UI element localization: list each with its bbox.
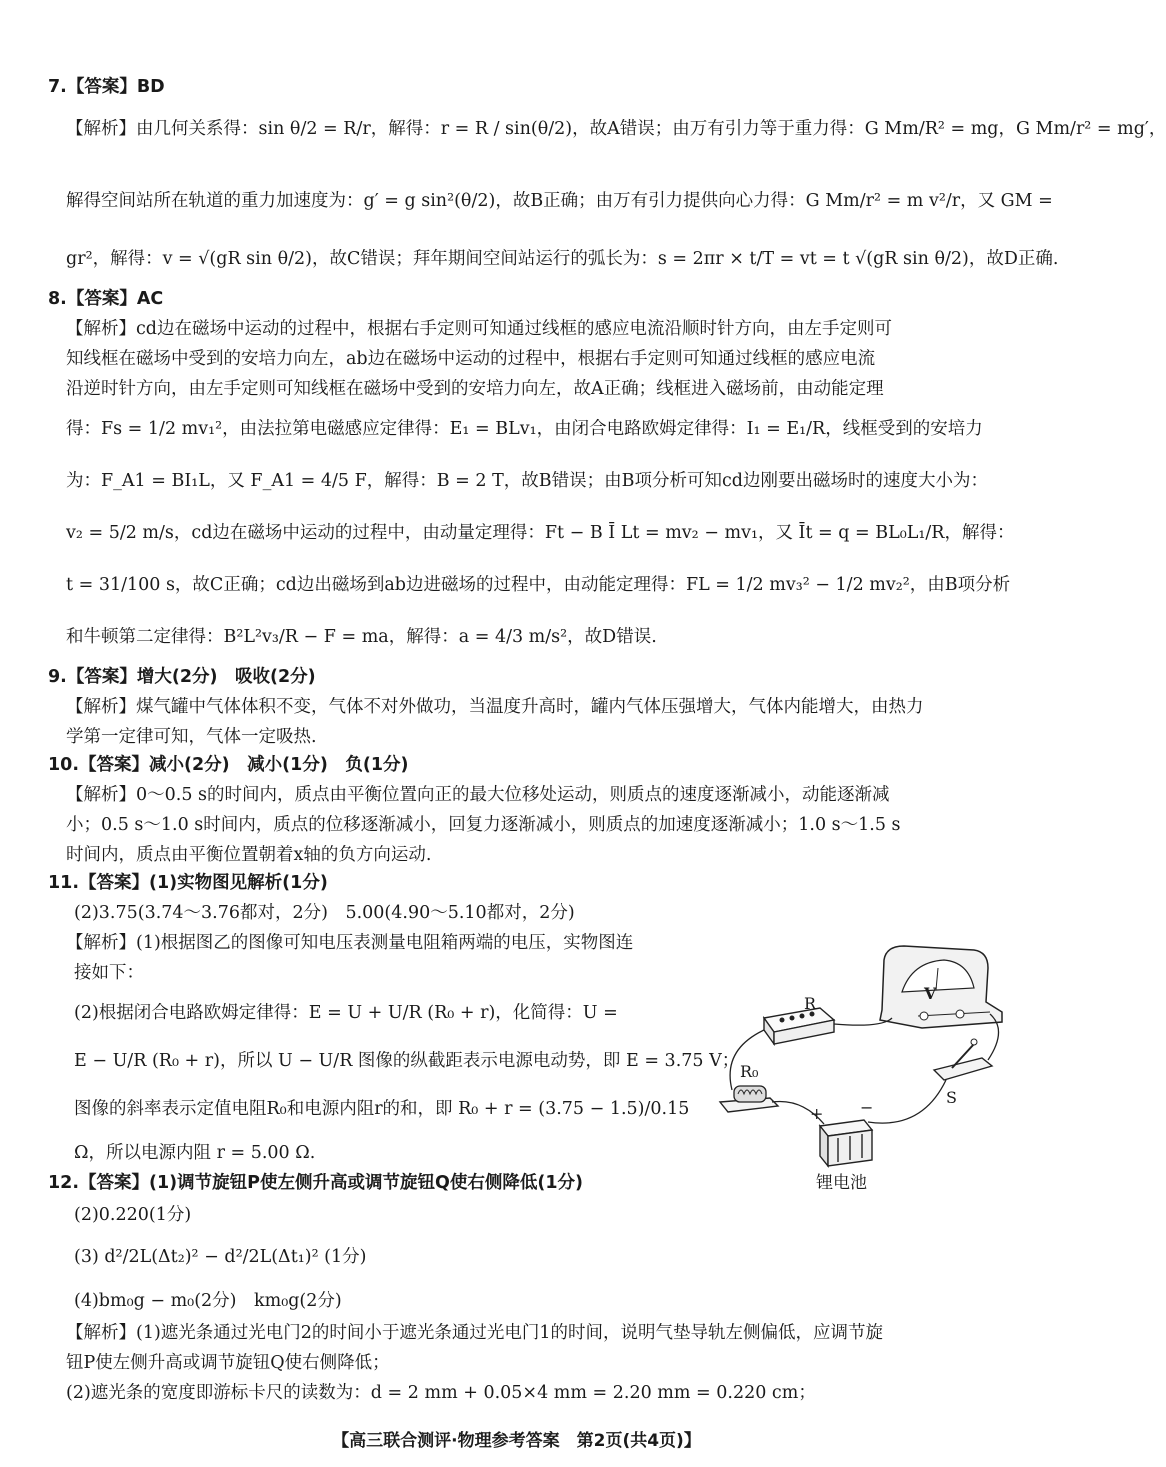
q9-answer: 9.【答案】增大(2分) 吸收(2分) <box>48 667 316 687</box>
q8-analysis-4: 得：Fs = 1/2 mv₁²，由法拉第电磁感应定律得：E₁ = BLv₁，由闭合电路欧姆定律得：I₁ = E₁/R，线框受到的安培力 <box>66 419 983 439</box>
q7-analysis-2: 解得空间站所在轨道的重力加速度为：g′ = g sin²(θ/2)，故B正确；由万有引力提供向心力得：G Mm/r² = m v²/r，又 GM = <box>66 191 1053 211</box>
q12-analysis-2: 钮P使左侧升高或调节旋钮Q使右侧降低； <box>66 1353 390 1373</box>
q12-answer-2: (2)0.220(1分) <box>74 1205 192 1225</box>
q9-analysis-2: 学第一定律可知，气体一定吸热. <box>66 727 317 747</box>
q12-analysis-1: 【解析】(1)遮光条通过光电门2的时间小于遮光条通过光电门1的时间，说明气垫导轨左侧偏低，应调节旋 <box>66 1323 884 1343</box>
q8-analysis-7: t = 31/100 s，故C正确；cd边出磁场到ab边进磁场的过程中，由动能定理得：FL = 1/2 mv₃² − 1/2 mv₂²，由B项分析 <box>66 575 1011 595</box>
page-footer: 【高三联合测评·物理参考答案 第2页(共4页)】 <box>332 1431 701 1451</box>
voltmeter-icon <box>880 946 1002 1028</box>
q10-answer: 10.【答案】减小(2分) 减小(1分) 负(1分) <box>48 755 409 775</box>
label-fixed-resistor: R₀ <box>740 1062 759 1081</box>
q7-answer: 7.【答案】BD <box>48 77 165 97</box>
q12-analysis-3: (2)遮光条的宽度即游标卡尺的读数为：d = 2 mm + 0.05×4 mm = 2.20 mm = 0.220 cm； <box>66 1383 816 1403</box>
q10-analysis-2: 小；0.5 s～1.0 s时间内，质点的位移逐渐减小，回复力逐渐减小，则质点的加速度逐渐减小；1.0 s～1.5 s <box>66 815 901 835</box>
q8-answer: 8.【答案】AC <box>48 289 164 309</box>
q8-analysis-2: 知线框在磁场中受到的安培力向左，ab边在磁场中运动的过程中，根据右手定则可知通过线框的感应电流 <box>66 349 876 369</box>
switch-icon <box>934 1039 992 1080</box>
q8-analysis-6: v₂ = 5/2 m/s，cd边在磁场中运动的过程中，由动量定理得：Ft − B Ī Lt = mv₂ − mv₁，又 Īt = q = BL₀L₁/R，解得： <box>66 523 1015 543</box>
q8-analysis-3: 沿逆时针方向，由左手定则可知线框在磁场中受到的安培力向左，故A正确；线框进入磁场前，由动能定理 <box>66 379 884 399</box>
circuit-diagram <box>712 940 1012 1200</box>
label-voltmeter: V <box>924 984 937 1003</box>
q11-analysis-3: (2)根据闭合电路欧姆定律得：E = U + U/R (R₀ + r)，化简得：U = <box>74 1003 618 1023</box>
q12-answer: 12.【答案】(1)调节旋钮P使左侧升高或调节旋钮Q使右侧降低(1分) <box>48 1173 584 1193</box>
q8-analysis-1: 【解析】cd边在磁场中运动的过程中，根据右手定则可知通过线框的感应电流沿顺时针方向，由左手定则可 <box>66 319 892 339</box>
resistance-box-icon <box>764 1008 834 1044</box>
label-switch: S <box>946 1088 957 1107</box>
q12-answer-3: (3) d²/2L(Δt₂)² − d²/2L(Δt₁)² (1分) <box>74 1247 367 1267</box>
q11-analysis-6: Ω，所以电源内阻 r = 5.00 Ω. <box>74 1143 316 1163</box>
q7-analysis-3: gr²，解得：v = √(gR sin θ/2)，故C错误；拜年期间空间站运行的弧长为：s = 2πr × t/T = vt = t √(gR sin θ/2)，故D正确. <box>66 249 1059 269</box>
q11-analysis-4: E − U/R (R₀ + r)，所以 U − U/R 图像的纵截距表示电源电动势，即 E = 3.75 V； <box>74 1051 740 1071</box>
q8-analysis-5: 为：F_A1 = BI₁L，又 F_A1 = 4/5 F，解得：B = 2 T，故B错误；由B项分析可知cd边刚要出磁场时的速度大小为： <box>66 471 988 491</box>
label-battery-plus: + <box>810 1104 824 1123</box>
q10-analysis-1: 【解析】0～0.5 s的时间内，质点由平衡位置向正的最大位移处运动，则质点的速度逐渐减小，动能逐渐减 <box>66 785 890 805</box>
q11-analysis-1: 【解析】(1)根据图乙的图像可知电压表测量电阻箱两端的电压，实物图连 <box>66 933 634 953</box>
q11-analysis-2: 接如下： <box>74 963 144 983</box>
q11-analysis-5: 图像的斜率表示定值电阻R₀和电源内阻r的和，即 R₀ + r = (3.75 − 1.5)/0.15 <box>74 1099 690 1119</box>
q12-answer-4: (4)bm₀g − m₀(2分) km₀g(2分) <box>74 1291 342 1311</box>
q8-analysis-8: 和牛顿第二定律得：B²L²v₃/R − F = ma，解得：a = 4/3 m/s²，故D错误. <box>66 627 657 647</box>
q11-answer-2: (2)3.75(3.74～3.76都对，2分) 5.00(4.90～5.10都对，2分) <box>74 903 575 923</box>
label-resistance-box: R <box>804 994 817 1013</box>
q10-analysis-3: 时间内，质点由平衡位置朝着x轴的负方向运动. <box>66 845 432 865</box>
q7-analysis-1: 【解析】由几何关系得：sin θ/2 = R/r，解得：r = R / sin(θ/2)，故A错误；由万有引力等于重力得：G Mm/R² = mg，G Mm/r² = mg′， <box>66 119 1166 139</box>
battery-caption: 锂电池 <box>816 1173 867 1193</box>
label-battery-minus: − <box>860 1098 874 1117</box>
battery-icon <box>820 1120 872 1166</box>
fixed-resistor-icon <box>720 1086 778 1112</box>
q9-analysis-1: 【解析】煤气罐中气体体积不变，气体不对外做功，当温度升高时，罐内气体压强增大，气体内能增大，由热力 <box>66 697 924 717</box>
q11-answer: 11.【答案】(1)实物图见解析(1分) <box>48 873 328 893</box>
